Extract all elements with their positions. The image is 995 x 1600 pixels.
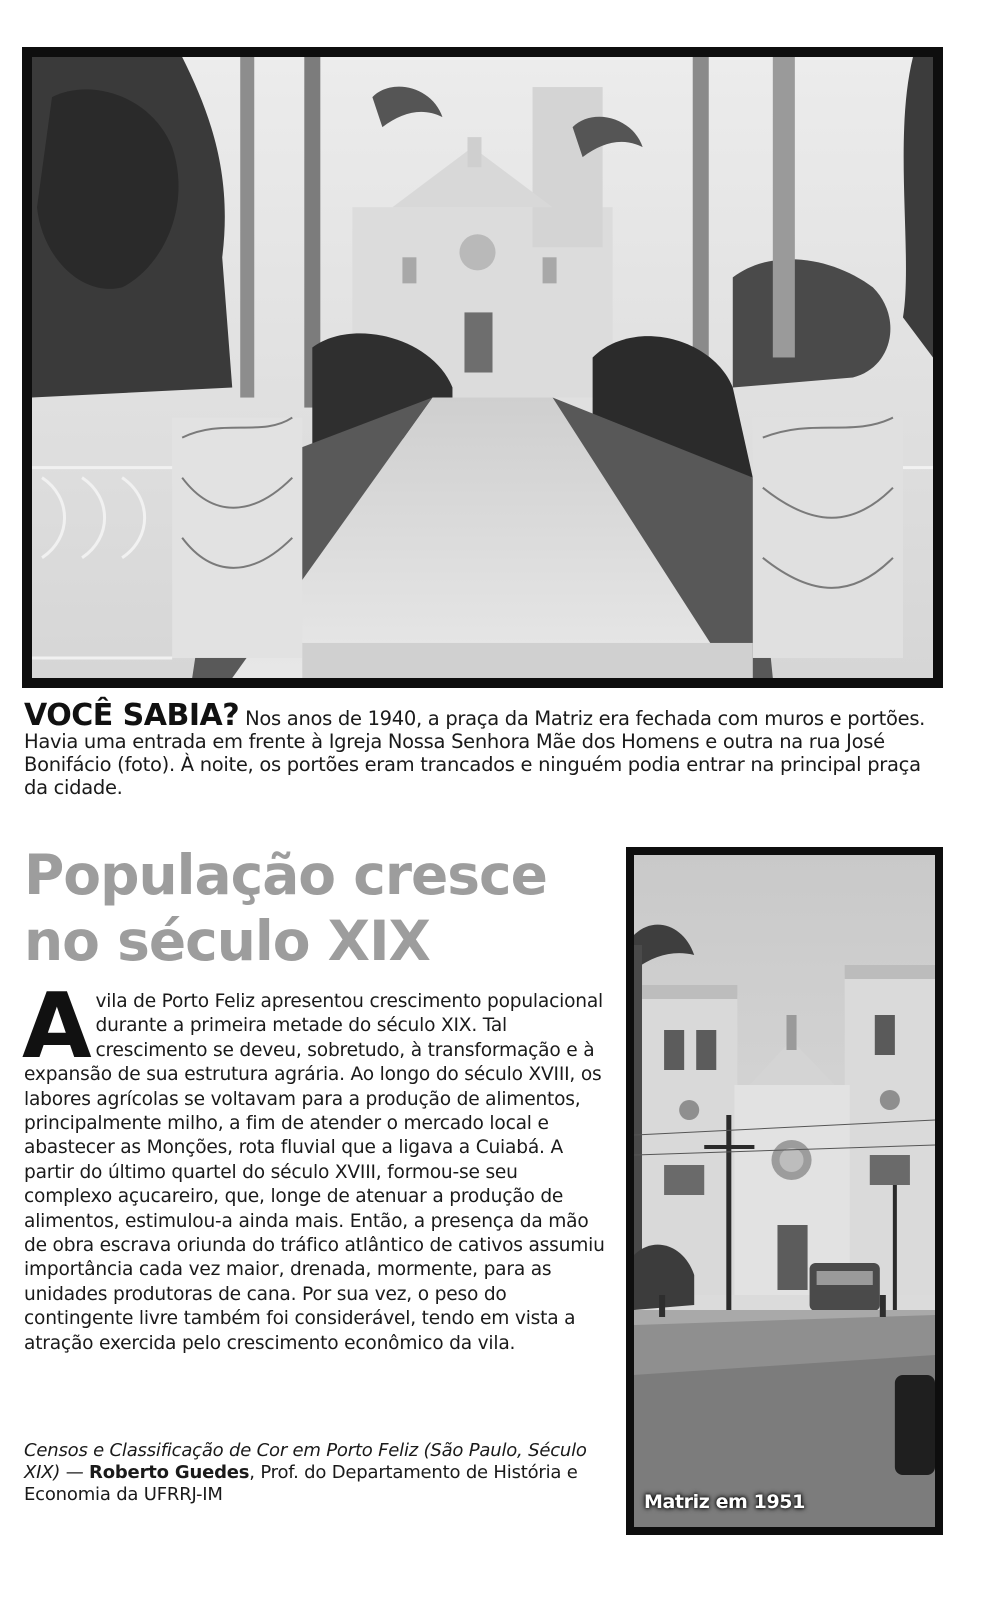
- photo-label: Matriz em 1951: [644, 1491, 805, 1513]
- article-text: vila de Porto Feliz apresentou crescimento populacional durante a primeira metade do século XIX. Tal crescimento se deveu, sobretudo, à transformação e à expansão de sua estrutura agrária. Ao longo do século XVIII, os labores agrícolas se voltavam para a produção de alimentos, principalmente milho, a fim de atender o mercado local e abastecer as Monções, rota fluvial que a ligava a Cuiabá. A partir do último quartel do século XVIII, formou-se seu complexo açucareiro, que, longe de atenuar a produção de alimentos, estimulou-a ainda mais. Então, a presença da mão de obra escrava oriunda do tráfico atlântico de cativos assumiu importância cada vez maior, drenada, mormente, para as unidades produtoras de cana. Por sua vez, o peso do contingente livre também foi considerável, tendo em vista a atração exercida pelo crescimento econômico da vila.: [24, 991, 605, 1354]
- caption-lead: VOCÊ SABIA?: [24, 698, 240, 733]
- headline-line-1: População cresce: [24, 843, 547, 907]
- church-1951-photo-illustration: [634, 855, 935, 1527]
- caption-text: Nos anos de 1940, a praça da Matriz era fechada com muros e portões. Havia uma entrada em frente à Igreja Nossa Senhora Mãe dos Homens e outra na rua José Bonifácio (foto). À noite, os portões eram trancados e ninguém podia entrar na principal praça da cidade.: [24, 707, 926, 799]
- gates-photo-illustration: [32, 57, 933, 678]
- article-body: [22, 974, 609, 1356]
- headline-line-2: no século XIX: [24, 909, 430, 973]
- article-headline: [24, 842, 604, 974]
- top-photo: [22, 47, 943, 688]
- drop-cap: A: [22, 974, 92, 1079]
- source-title: Censos e Classificação de Cor em Porto Feliz (São Paulo, Século XIX): [24, 1440, 587, 1483]
- credit-dash: —: [60, 1462, 90, 1483]
- author-affiliation: , Prof. do Departamento de História e Economia da UFRRJ-IM: [24, 1462, 578, 1505]
- author-name: Roberto Guedes: [89, 1462, 250, 1483]
- did-you-know-caption: [24, 698, 944, 799]
- article-credit: [24, 1440, 609, 1506]
- side-photo: [626, 847, 943, 1535]
